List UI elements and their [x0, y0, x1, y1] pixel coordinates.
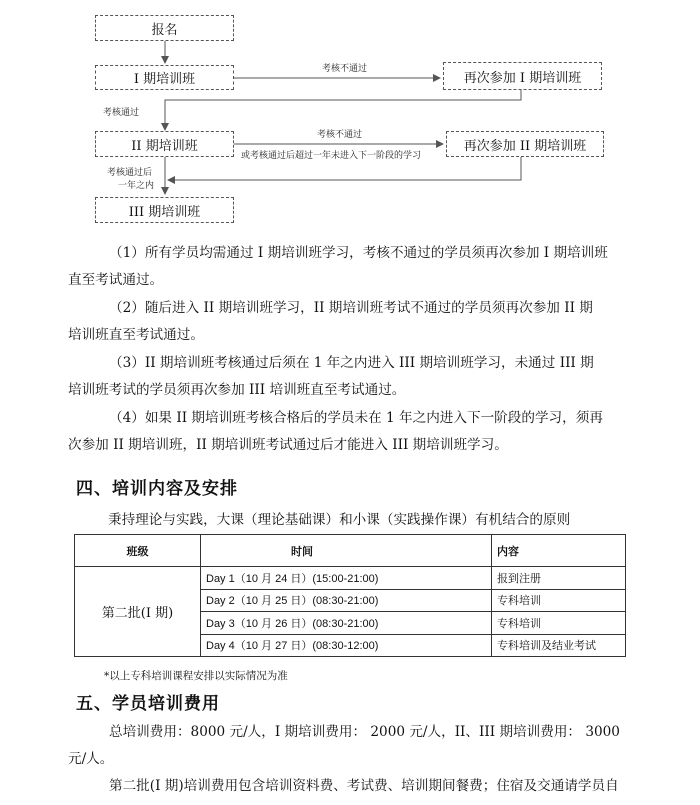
- flow-label-pass-2-line1: 考核通过后: [107, 168, 153, 178]
- flow-label-fail-2b: 或考核通过后超过一年未进入下一阶段的学习: [241, 151, 422, 161]
- rule-1-line-2: 直至考试通过。: [68, 272, 164, 288]
- table-cell-time: Day 1（10 月 24 日）(15:00-21:00): [201, 567, 492, 590]
- table-cell-content: 报到注册: [492, 567, 626, 590]
- table-cell-batch: 第二批(I 期): [75, 567, 201, 657]
- flow-box-signup: 报名: [95, 15, 234, 41]
- flow-box-retake2: 再次参加 II 期培训班: [446, 131, 604, 157]
- rule-4-line-2: 次参加 II 期培训班，II 期培训班考试通过后才能进入 III 期培训班学习。: [68, 437, 508, 453]
- section-4-heading: 四、培训内容及安排: [76, 479, 238, 499]
- flow-label-fail-1: 考核不通过: [322, 64, 368, 74]
- table-header-row: [75, 535, 626, 567]
- flow-label-pass-1: 考核通过: [103, 108, 140, 118]
- fee-line-2: 元/人。: [68, 751, 114, 767]
- rule-2-line-2: 培训班直至考试通过。: [68, 327, 204, 343]
- rule-1-line-1: （1）所有学员均需通过 I 期培训班学习，考核不通过的学员须再次参加 I 期培训班: [109, 245, 608, 261]
- section-4-intro: 秉持理论与实践，大课（理论基础课）和小课（实践操作课）有机结合的原则: [108, 512, 571, 528]
- flow-box-phase3: III 期培训班: [95, 197, 234, 223]
- flow-label-fail-2: 考核不通过: [317, 130, 363, 140]
- table-row: [75, 567, 626, 590]
- rule-paragraph-2: [68, 295, 634, 349]
- table-header-content: 内容: [492, 535, 626, 567]
- schedule-table: [74, 534, 626, 657]
- table-cell-time: Day 2（10 月 25 日）(08:30-21:00): [201, 589, 492, 612]
- fee-paragraph: [68, 719, 634, 800]
- rule-4-line-1: （4）如果 II 期培训班考核合格后的学员未在 1 年之内进入下一阶段的学习，须再: [109, 410, 603, 426]
- table-header-batch: 班级: [75, 535, 201, 567]
- table-cell-content: 专科培训: [492, 612, 626, 635]
- flow-box-phase1: I 期培训班: [95, 65, 234, 90]
- flow-box-phase2: II 期培训班: [95, 131, 234, 157]
- rule-paragraph-1: [68, 240, 634, 294]
- fee-line-3: 第二批(I 期)培训费用包含培训资料费、考试费、培训期间餐费；住宿及交通请学员自: [109, 778, 619, 794]
- table-cell-time: Day 3（10 月 26 日）(08:30-21:00): [201, 612, 492, 635]
- rule-2-line-1: （2）随后进入 II 期培训班学习，II 期培训班考试不通过的学员须再次参加 II 期: [109, 300, 593, 316]
- section-5-heading: 五、学员培训费用: [76, 694, 220, 714]
- rule-3-line-1: （3）II 期培训班考核通过后须在 1 年之内进入 III 期培训班学习，未通过 III 期: [109, 355, 594, 371]
- table-cell-time: Day 4（10 月 27 日）(08:30-12:00): [201, 634, 492, 657]
- fee-line-1: 总培训费用：8000 元/人，I 期培训费用： 2000 元/人，II、III 期培训费用： 3000: [109, 724, 620, 740]
- table-header-time: 时间: [201, 535, 492, 567]
- schedule-note: *以上专科培训课程安排以实际情况为准: [104, 670, 288, 682]
- table-cell-content: 专科培训及结业考试: [492, 634, 626, 657]
- flow-label-pass-2-line2: 一年之内: [118, 181, 155, 191]
- rule-3-line-2: 培训班考试的学员须再次参加 III 培训班直至考试通过。: [68, 382, 406, 398]
- rule-paragraph-3: [68, 350, 634, 404]
- rule-paragraph-4: [68, 405, 634, 459]
- flow-box-retake1: 再次参加 I 期培训班: [443, 62, 602, 90]
- table-cell-content: 专科培训: [492, 589, 626, 612]
